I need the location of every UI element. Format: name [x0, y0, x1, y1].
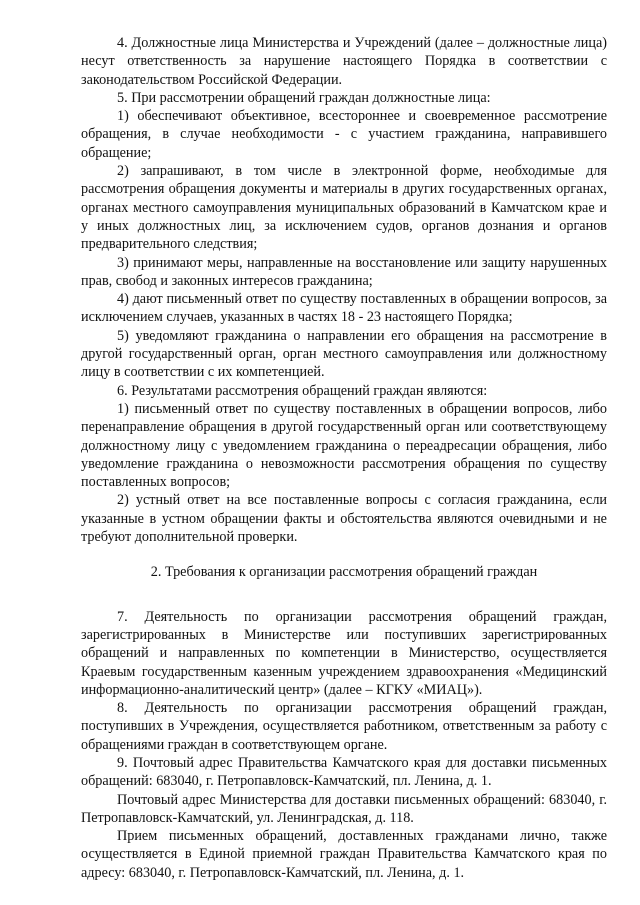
section-2-body — [81, 608, 607, 882]
paragraph-item-4: 4. Должностные лица Министерства и Учреждений (далее – должностные лица) несут ответственность за нарушение настоящего Порядка в соответствии с законодательством Российской Федерации. — [81, 35, 607, 88]
subitem-5-3: 3) принимают меры, направленные на восстановление или защиту нарушенных прав, свобод и законных интересов гражданина; — [81, 254, 607, 289]
section-heading: 2. Требования к организации рассмотрения обращений граждан — [150, 564, 538, 581]
subitem-5-2: 2) запрашивают, в том числе в электронной форме, необходимые для рассмотрения обращения документы и материалы в других государственных органах, органах местного самоуправления муниципальных образований в Камчатском крае и у иных должностных лиц, за исключением судов, органов дознания и органов предварительного следствия; — [81, 163, 607, 253]
paragraph-item-7: 7. Деятельность по организации рассмотрения обращений граждан, зарегистрированных в Министерстве или поступивших зарегистрированных обращений и направленных по компетенции в Министерство, осуществляется Краевым государственным казенным учреждением здравоохранения «Медицинский информационно-аналитический центр» (далее – КГКУ «МИАЦ»). — [81, 608, 607, 698]
subitem-5-1: 1) обеспечивают объективное, всестороннее и своевременное рассмотрение обращения, в случае необходимости - с участием гражданина, направившего обращение; — [81, 108, 607, 161]
subitem-5-4: 4) дают письменный ответ по существу поставленных в обращении вопросов, за исключением случаев, указанных в частях 18 - 23 настоящего Порядка; — [81, 291, 607, 326]
subitem-6-2: 2) устный ответ на все поставленные вопросы с согласия гражданина, если указанные в устном обращении факты и обстоятельства являются очевидными и не требуют дополнительной проверки. — [81, 492, 607, 546]
subitem-5-5: 5) уведомляют гражданина о направлении его обращения на рассмотрение в другой государственный орган, орган местного самоуправления или должностному лицу в соответствии с их компетенцией. — [81, 327, 607, 381]
paragraph-item-8: 8. Деятельность по организации рассмотрения обращений граждан, поступивших в Учреждения, осуществляется работником, ответственным за работу с обращениями граждан в соответствующем органе. — [81, 700, 607, 753]
paragraph-item-9: 9. Почтовый адрес Правительства Камчатского края для доставки письменных обращений: 683040, г. Петропавловск-Камчатский, пл. Ленина, д. 1. — [81, 754, 607, 790]
subitem-6-1: 1) письменный ответ по существу поставленных в обращении вопросов, либо перенаправление обращения в другой государственный орган или соответствующему должностному лицу с уведомлением гражданина о переадресации обращения, либо уведомление гражданина о невозможности рассмотрения обращения по существу поставленных вопросов; — [81, 400, 607, 491]
reception-paragraph: Прием письменных обращений, доставленных гражданами лично, также осуществляется в Единой приемной граждан Правительства Камчатского края по адресу: 683040, г. Петропавловск-Камчатский, пл. Ленина, д. 1. — [81, 828, 607, 881]
paragraph-item-6: 6. Результатами рассмотрения обращений граждан являются: — [117, 382, 488, 399]
ministry-postal-address: Почтовый адрес Министерства для доставки письменных обращений: 683040, г. Петропавловск-Камчатский, ул. Ленинградская, д. 118. — [81, 791, 607, 826]
section-1-body — [81, 34, 607, 546]
paragraph-item-5: 5. При рассмотрении обращений граждан должностные лица: — [117, 89, 491, 106]
